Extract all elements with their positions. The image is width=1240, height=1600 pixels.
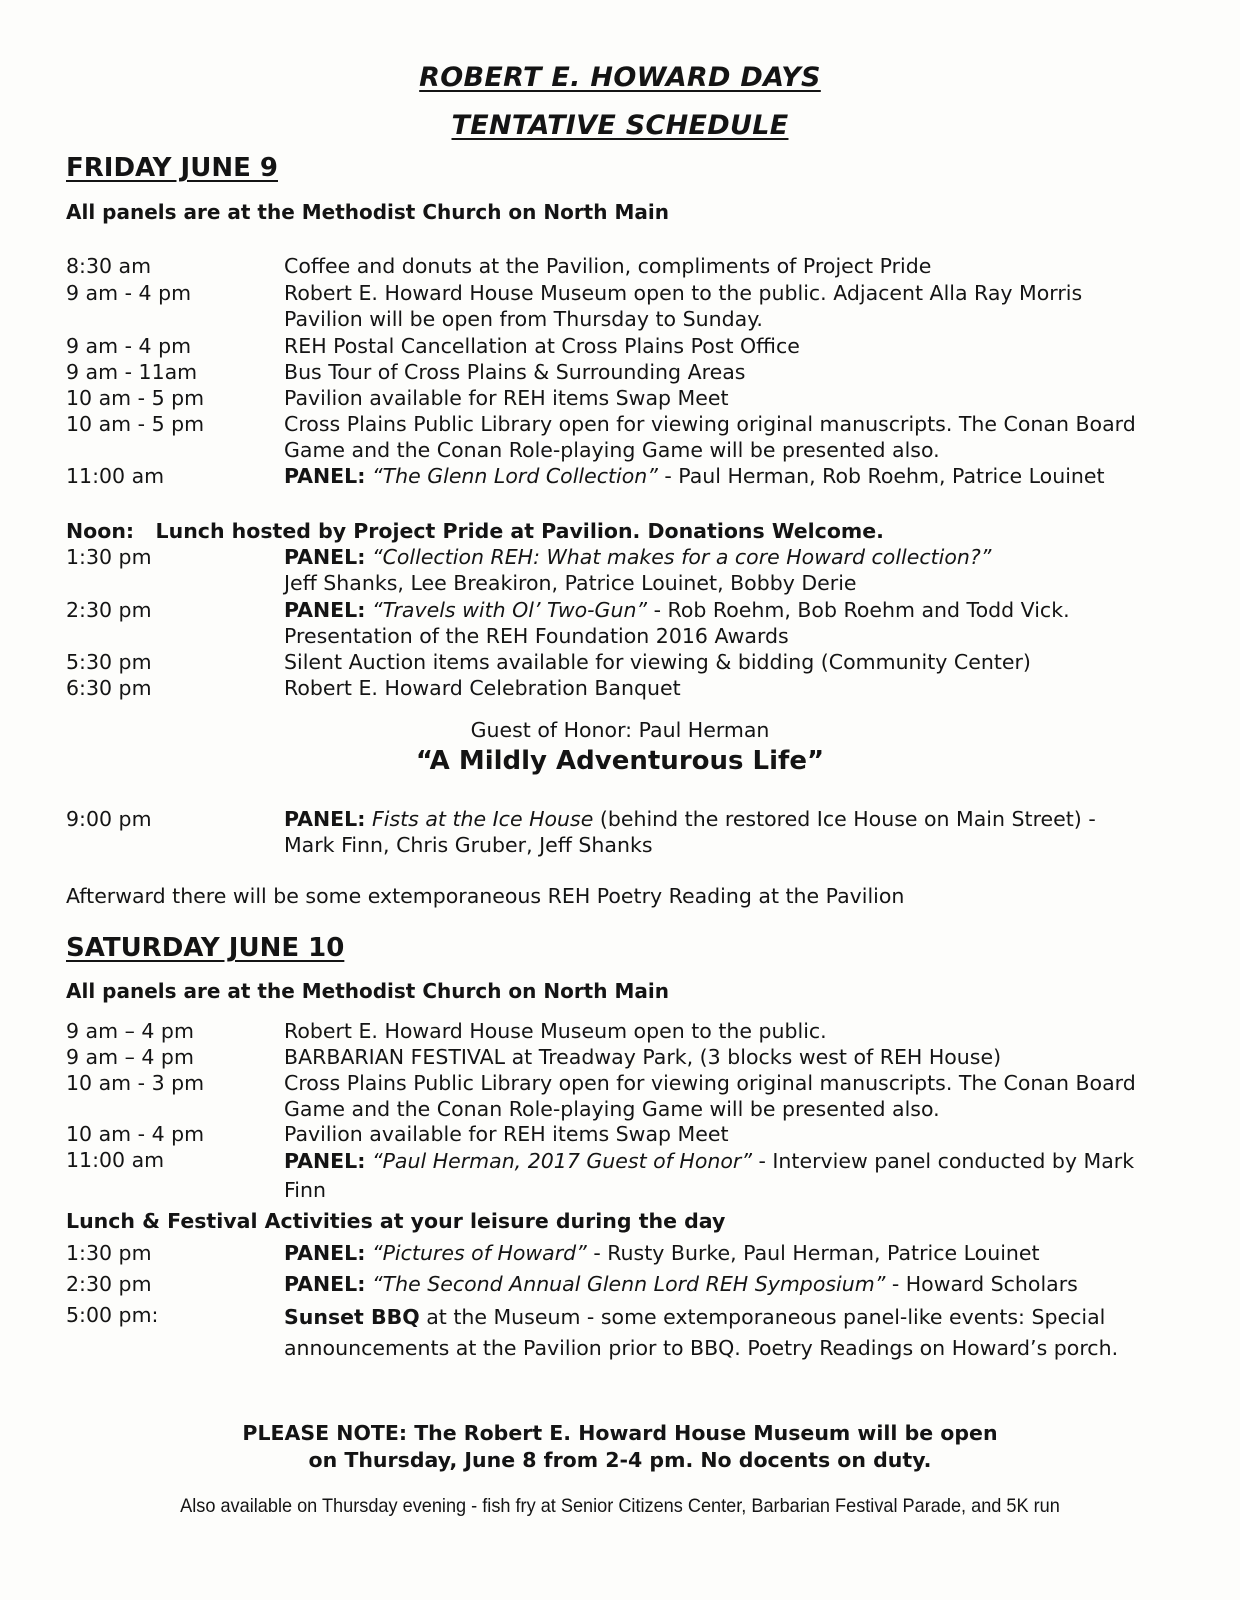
row-desc: [284, 1147, 1144, 1205]
page-title: ROBERT E. HOWARD DAYS: [419, 62, 821, 93]
row-desc: Cross Plains Public Library open for viewing original manuscripts. The Conan Board Game and the Conan Role-playing Game will be presented also.: [284, 1071, 1136, 1121]
please-note-line1: PLEASE NOTE: The Robert E. Howard House Museum will be open: [242, 1421, 998, 1445]
row-time: 9:00 pm: [66, 807, 152, 831]
panel-title: “Paul Herman, 2017 Guest of Honor”: [365, 1149, 752, 1173]
noon-row: [66, 518, 1146, 544]
panel-speakers: - Rusty Burke, Paul Herman, Patrice Louinet: [586, 1241, 1040, 1265]
row-desc: Coffee and donuts at the Pavilion, compliments of Project Pride: [284, 254, 932, 278]
panel-title: “Collection REH: What makes for a core Howard collection?”: [365, 545, 992, 569]
panel-title: “Travels with Ol’ Two-Gun”: [365, 598, 648, 622]
panel-label: PANEL:: [284, 464, 366, 488]
row-time: 5:00 pm:: [66, 1303, 159, 1327]
please-note: [0, 1420, 1240, 1474]
row-time: 11:00 am: [66, 464, 165, 488]
page-subtitle: TENTATIVE SCHEDULE: [451, 110, 789, 141]
row-desc: Robert E. Howard Celebration Banquet: [284, 676, 681, 700]
panel-label: PANEL:: [284, 545, 366, 569]
row-desc: [284, 1271, 1144, 1297]
row-desc: Robert E. Howard House Museum open to the public.: [284, 1019, 827, 1043]
panel-label: PANEL:: [284, 1241, 366, 1265]
banquet-talk-title: “A Mildly Adventurous Life”: [415, 746, 825, 776]
row-desc: Cross Plains Public Library open for viewing original manuscripts. The Conan Board Game and the Conan Role-playing Game will be presented also.: [284, 412, 1136, 462]
row-desc: Pavilion available for REH items Swap Meet: [284, 386, 729, 410]
row-time: 1:30 pm: [66, 1241, 152, 1265]
noon-label: Noon:: [66, 519, 135, 543]
please-note-line2: on Thursday, June 8 from 2-4 pm. No docents on duty.: [308, 1448, 932, 1472]
row-time: 1:30 pm: [66, 545, 152, 569]
afterward-note: Afterward there will be some extemporaneous REH Poetry Reading at the Pavilion: [66, 884, 905, 908]
row-time: 10 am - 5 pm: [66, 386, 205, 410]
row-desc: Pavilion available for REH items Swap Meet: [284, 1122, 729, 1146]
saturday-lunch-note: Lunch & Festival Activities at your leisure during the day: [66, 1209, 726, 1233]
footer-note: Also available on Thursday evening - fish fry at Senior Citizens Center, Barbarian Festival Parade, and 5K run: [180, 1495, 1060, 1517]
row-desc: [284, 597, 1144, 649]
row-desc: Robert E. Howard House Museum open to the public. Adjacent Alla Ray Morris Pavilion will be open from Thursday to Sunday.: [284, 281, 1083, 331]
row-time: 9 am – 4 pm: [66, 1019, 194, 1043]
row-desc: [284, 806, 1144, 858]
row-time: 10 am - 3 pm: [66, 1071, 205, 1095]
row-time: 5:30 pm: [66, 650, 152, 674]
panel-speakers: - Paul Herman, Rob Roehm, Patrice Louinet: [657, 464, 1105, 488]
event-label: Sunset BBQ: [284, 1305, 420, 1329]
awards-text: Presentation of the REH Foundation 2016 Awards: [284, 624, 789, 648]
row-time: 9 am - 4 pm: [66, 334, 192, 358]
noon-text: Lunch hosted by Project Pride at Pavilion. Donations Welcome.: [155, 519, 884, 543]
row-time: 10 am - 5 pm: [66, 412, 205, 436]
panel-label: PANEL:: [284, 1272, 366, 1296]
row-desc: BARBARIAN FESTIVAL at Treadway Park, (3 blocks west of REH House): [284, 1045, 1002, 1069]
row-desc: [284, 1302, 1144, 1364]
row-desc: REH Postal Cancellation at Cross Plains Post Office: [284, 334, 800, 358]
row-desc: Silent Auction items available for viewing & bidding (Community Center): [284, 650, 1031, 674]
row-time: 11:00 am: [66, 1148, 165, 1172]
row-desc: [284, 463, 1144, 489]
row-time: 6:30 pm: [66, 676, 152, 700]
row-time: 9 am – 4 pm: [66, 1045, 194, 1069]
row-desc: [284, 544, 1144, 596]
panel-title: Fists at the Ice House: [365, 807, 594, 831]
panel-speakers: Jeff Shanks, Lee Breakiron, Patrice Louinet, Bobby Derie: [284, 571, 857, 595]
panel-title: “Pictures of Howard”: [365, 1241, 587, 1265]
saturday-venue: All panels are at the Methodist Church on North Main: [66, 979, 669, 1003]
row-time: 2:30 pm: [66, 1272, 152, 1296]
row-desc: [284, 1240, 1144, 1266]
panel-speakers: - Howard Scholars: [885, 1272, 1078, 1296]
panel-label: PANEL:: [284, 1149, 366, 1173]
panel-title: “The Second Annual Glenn Lord REH Symposium”: [365, 1272, 886, 1296]
row-time: 8:30 am: [66, 254, 152, 278]
panel-speakers: (behind the restored Ice House on Main Street) - Mark Finn, Chris Gruber, Jeff Shanks: [284, 807, 1096, 857]
row-time: 9 am - 11am: [66, 360, 198, 384]
guest-of-honor: Guest of Honor: Paul Herman: [470, 718, 770, 742]
friday-heading: FRIDAY JUNE 9: [66, 153, 278, 183]
saturday-heading: SATURDAY JUNE 10: [66, 933, 345, 963]
panel-speakers: - Interview panel conducted by Mark Finn: [284, 1149, 1135, 1202]
row-time: 10 am - 4 pm: [66, 1122, 205, 1146]
event-desc: at the Museum - some extemporaneous panel-like events: Special announcements at the Pavilion prior to BBQ. Poetry Readings on Howard’s porch.: [284, 1305, 1119, 1360]
panel-label: PANEL:: [284, 807, 366, 831]
panel-speakers: - Rob Roehm, Bob Roehm and Todd Vick.: [647, 598, 1070, 622]
panel-label: PANEL:: [284, 598, 366, 622]
friday-venue: All panels are at the Methodist Church on North Main: [66, 200, 669, 224]
row-time: 9 am - 4 pm: [66, 281, 192, 305]
panel-title: “The Glenn Lord Collection”: [371, 464, 658, 488]
row-time: 2:30 pm: [66, 598, 152, 622]
row-desc: Bus Tour of Cross Plains & Surrounding Areas: [284, 360, 746, 384]
